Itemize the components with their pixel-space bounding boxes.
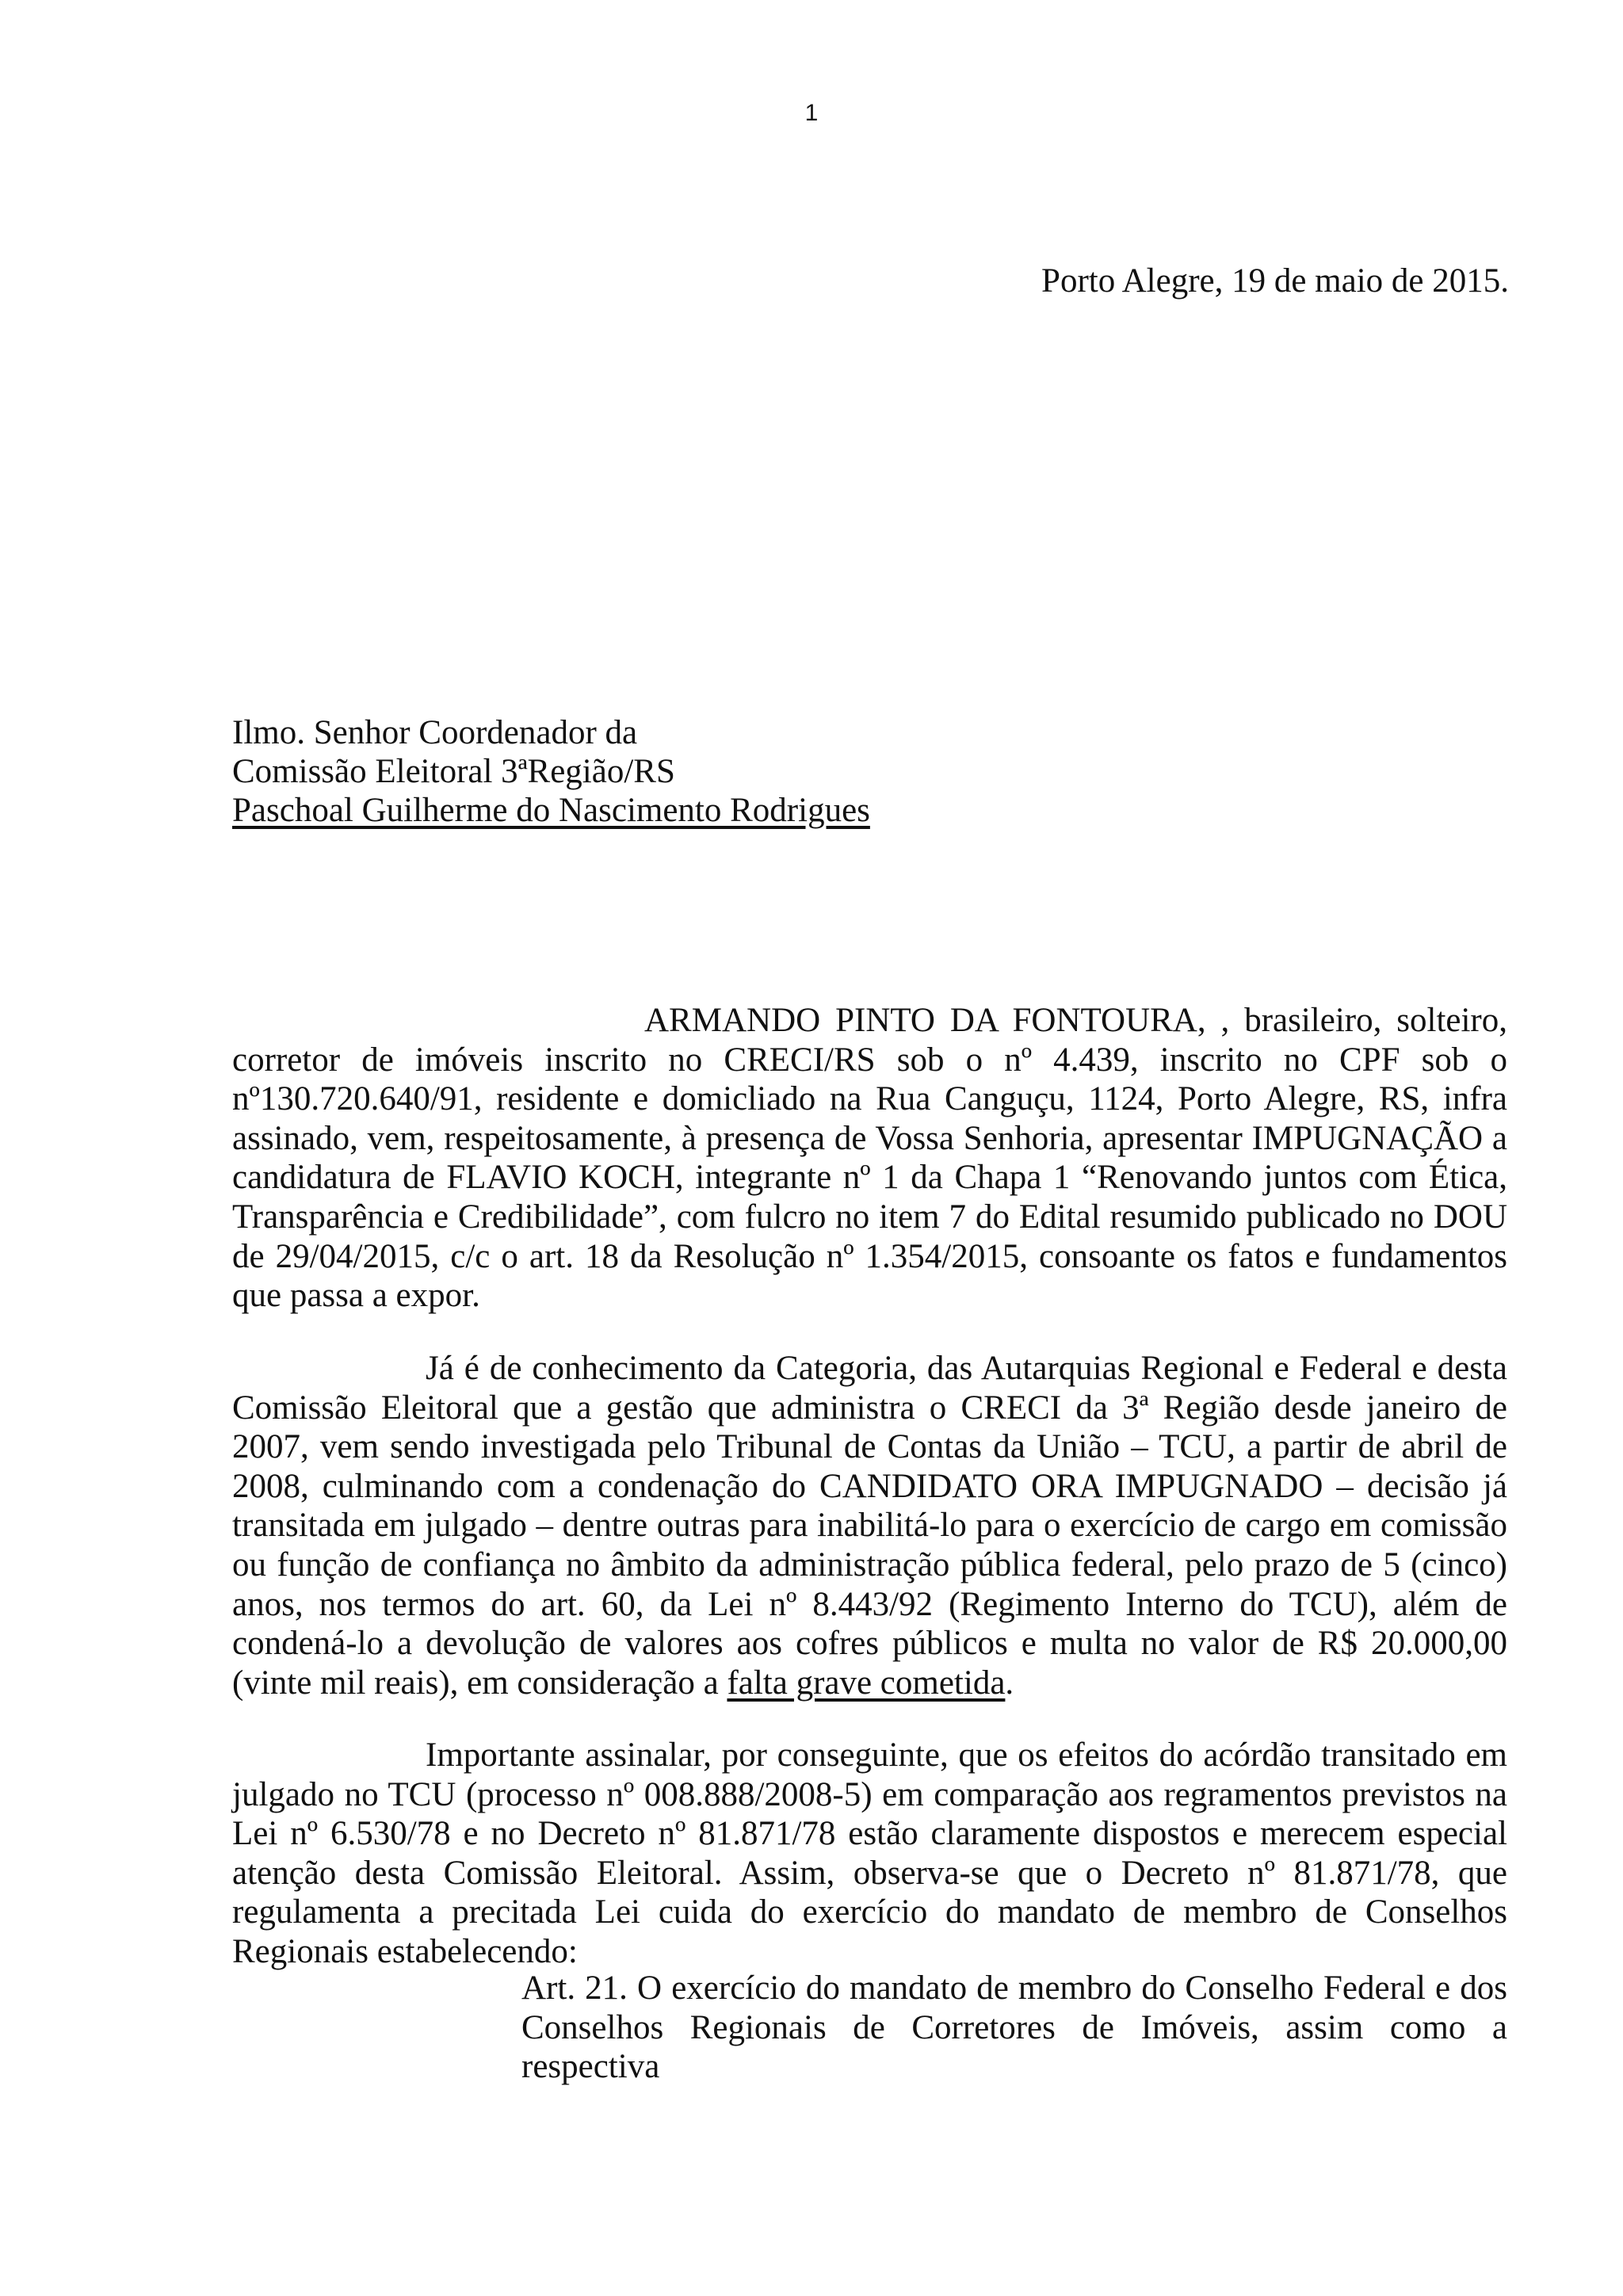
addressee-commission: Comissão Eleitoral 3ªRegião/RS	[232, 753, 675, 790]
paragraph-facts	[232, 1349, 1507, 1702]
page-number: 1	[804, 100, 819, 126]
addressee-title: Ilmo. Senhor Coordenador da	[232, 714, 638, 751]
paragraph-impugnation: ARMANDO PINTO DA FONTOURA, , brasileiro, solteiro, corretor de imóveis inscrito no CRECI/RS sob o nº 4.439, inscrito no CPF sob o nº130.720.640/91, residente e domicliado na Rua Canguçu, 1124, Porto Alegre, RS, infra assinado, vem, respeitosamente, à presença de Vossa Senhoria, apresentar IMPUGNAÇÃO a candidatura de FLAVIO KOCH, integrante nº 1 da Chapa 1 “Renovando juntos com Ética, Transparência e Credibilidade”, com fulcro no item 7 do Edital resumido publicado no DOU de 29/04/2015, c/c o art. 18 da Resolução nº 1.354/2015, consoante os fatos e fundamentos que passa a expor.	[232, 1002, 1507, 1315]
paragraph-facts-text: Já é de conhecimento da Categoria, das Autarquias Regional e Federal e desta Comissão Eleitoral que a gestão que administra o CRECI da 3ª Região desde janeiro de 2007, vem sendo investigada pelo Tribunal de Contas da União – TCU, a partir de abril de 2008, culminando com a condenação do CANDIDATO ORA IMPUGNADO – decisão já transitada em julgado – dentre outras para inabilitá-lo para o exercício de cargo em comissão ou função de confiança no âmbito da administração pública federal, pelo prazo de 5 (cinco) anos, nos termos do art. 60, da Lei nº 8.443/92 (Regimento Interno do TCU), além de condená-lo a devolução de valores aos cofres públicos e multa no valor de R$ 20.000,00 (vinte mil reais), em consideração a	[232, 1350, 1507, 1702]
paragraph-facts-underlined: falta grave cometida	[727, 1664, 1006, 1702]
paragraph-legal-basis: Importante assinalar, por conseguinte, que os efeitos do acórdão transitado em julgado no TCU (processo nº 008.888/2008-5) em comparação aos regramentos previstos na Lei nº 6.530/78 e no Decreto nº 81.871/78 estão claramente dispostos e merecem especial atenção desta Comissão Eleitoral. Assim, observa-se que o Decreto nº 81.871/78, que regulamenta a precitada Lei cuida do exercício do mandato de membro de Conselhos Regionais estabelecendo:	[232, 1736, 1507, 1970]
addressee-block	[232, 713, 870, 830]
quoted-article: Art. 21. O exercício do mandato de membro do Conselho Federal e dos Conselhos Regionais de Corretores de Imóveis, assim como a respectiva	[521, 1969, 1507, 2086]
paragraph-facts-end: .	[1005, 1664, 1014, 1702]
addressee-name: Paschoal Guilherme do Nascimento Rodrigues	[232, 792, 870, 829]
date-line: Porto Alegre, 19 de maio de 2015.	[1041, 262, 1509, 300]
